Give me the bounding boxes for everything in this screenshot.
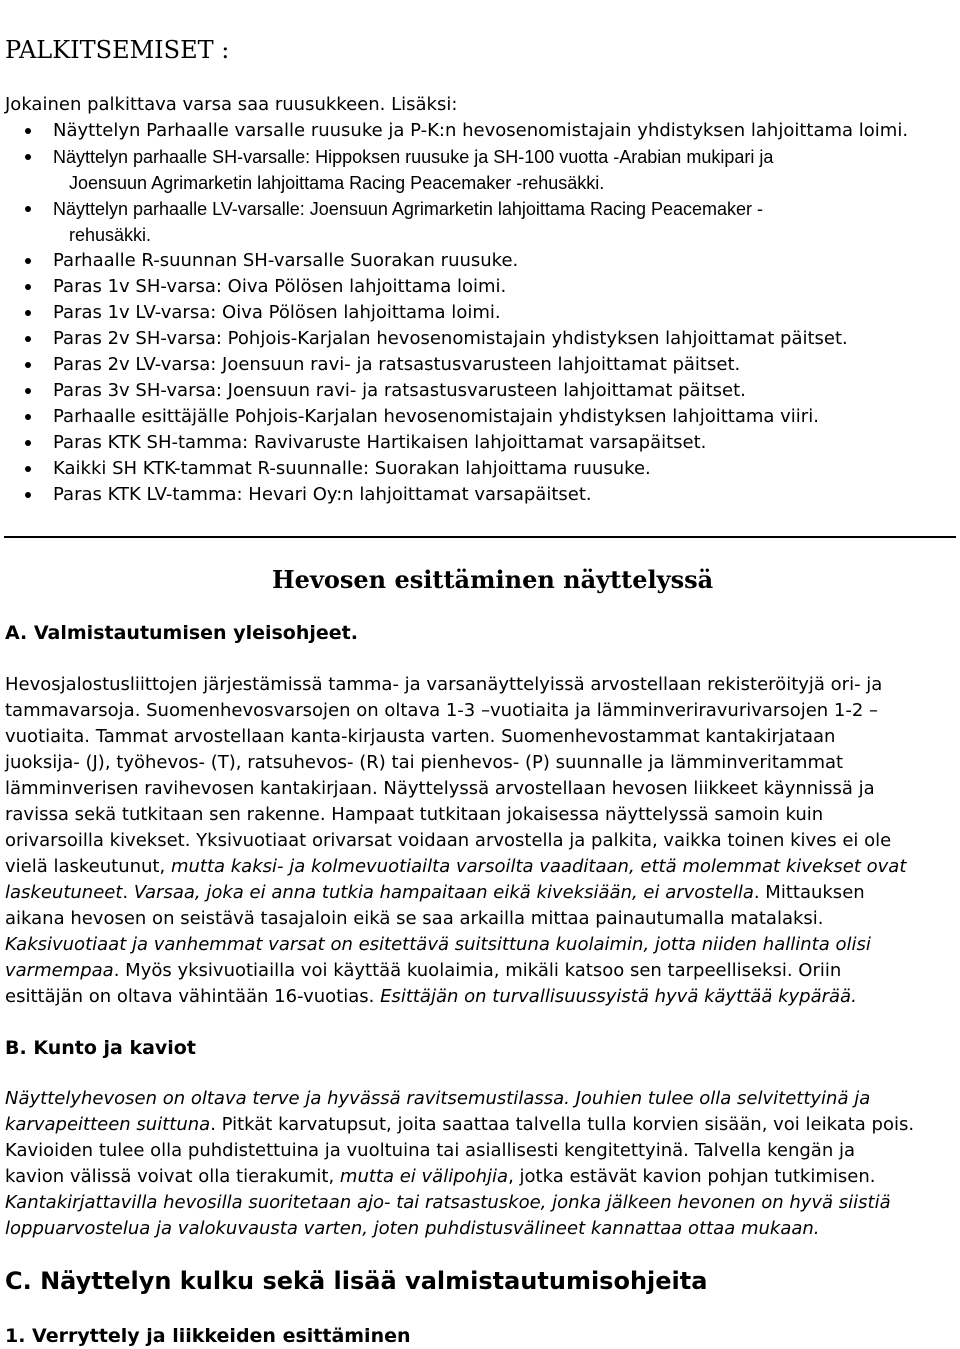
awards-bullet-list bbox=[0, 118, 950, 508]
bullet-text: Paras 2v SH-varsa: Pohjois-Karjalan hevosenomistajain yhdistyksen lahjoittamat päitset. bbox=[53, 328, 848, 349]
bullet-item bbox=[0, 430, 950, 456]
bullet-item bbox=[0, 326, 950, 352]
italic-run: varmempaa bbox=[5, 960, 114, 981]
bullet-text: Paras KTK SH-tamma: Ravivaruste Hartikaisen lahjoittamat varsapäitset. bbox=[53, 432, 707, 453]
text-line bbox=[5, 1216, 945, 1242]
text-line bbox=[5, 1190, 945, 1216]
bullet-text-continued: rehusäkki. bbox=[69, 225, 152, 245]
italic-run: loppuarvostelua ja valokuvausta varten, joten puhdistusvälineet kannattaa ottaa mukaan. bbox=[5, 1218, 820, 1239]
intro-text: Jokainen palkittava varsa saa ruusukkeen. Lisäksi: bbox=[5, 94, 458, 115]
italic-run: Kantakirjattavilla hevosilla suoritetaan ajo- tai ratsastuskoe, jonka jälkeen hevonen on hyvä siistiä bbox=[5, 1192, 891, 1213]
bullet-item bbox=[0, 482, 950, 508]
bullet-text: Paras 1v LV-varsa: Oiva Pölösen lahjoittama loimi. bbox=[53, 302, 501, 323]
text-line: Hevosjalostusliittojen järjestämissä tamma- ja varsanäyttelyissä arvostellaan rekisteröityjä ori- ja bbox=[5, 674, 883, 695]
text-line bbox=[5, 958, 945, 984]
text-run: , jotka estävät kavion pohjan tutkimisen. bbox=[508, 1166, 876, 1187]
text-line bbox=[5, 880, 945, 906]
bullet-item bbox=[0, 300, 950, 326]
text-line: aikana hevosen on seistävä tasajaloin eikä se saa arkailla mittaa painautumalla matalaksi. bbox=[5, 908, 824, 929]
bullet-text: Kaikki SH KTK-tammat R-suunnalle: Suorakan lahjoittama ruusuke. bbox=[53, 458, 651, 479]
italic-run: laskeutuneet bbox=[5, 882, 123, 903]
italic-run: Varsaa, joka ei anna tutkia hampaitaan eikä kiveksiään, ei arvostella bbox=[133, 882, 754, 903]
text-run: vielä laskeutunut, bbox=[5, 856, 171, 877]
bullet-item bbox=[0, 248, 950, 274]
bullet-item bbox=[0, 404, 950, 430]
heading-c: C. Näyttelyn kulku sekä lisää valmistautumisohjeita bbox=[5, 1267, 708, 1295]
bullet-text: Näyttelyn Parhaalle varsalle ruusuke ja P-K:n hevosenomistajain yhdistyksen lahjoittama loimi. bbox=[53, 120, 909, 141]
text-run: . Pitkät karvatupsut, joita saattaa talvella tulla korvien sisään, voi leikata pois. bbox=[210, 1114, 915, 1135]
bullet-text: Parhaalle esittäjälle Pohjois-Karjalan hevosenomistajain yhdistyksen lahjoittama viiri. bbox=[53, 406, 819, 427]
bullet-text: Paras 3v SH-varsa: Joensuun ravi- ja ratsastusvarusteen lahjoittamat päitset. bbox=[53, 380, 746, 401]
italic-run: mutta ei välipohjia bbox=[339, 1166, 509, 1187]
text-line: ravissa sekä tutkitaan sen rakenne. Hampaat tutkitaan jokaisessa näyttelyssä samoin kuin bbox=[5, 804, 824, 825]
bullet-item bbox=[0, 378, 950, 404]
italic-run: Näyttelyhevosen on oltava terve ja hyvässä ravitsemustilassa. Jouhien tulee olla selvitettyinä ja bbox=[5, 1088, 871, 1109]
bullet-text: Näyttelyn parhaalle LV-varsalle: Joensuun Agrimarketin lahjoittama Racing Peacemaker - bbox=[53, 199, 764, 219]
paragraph-a bbox=[5, 672, 945, 1010]
paragraph-b bbox=[5, 1086, 945, 1242]
text-line bbox=[5, 932, 945, 958]
text-line bbox=[5, 1164, 945, 1190]
bullet-item bbox=[0, 352, 950, 378]
text-line: tammavarsoja. Suomenhevosvarsojen on oltava 1-3 –vuotiaita ja lämminveriravurivarsojen 1-2 – bbox=[5, 700, 879, 721]
section-heading-palkitsemiset: PALKITSEMISET : bbox=[5, 36, 230, 64]
subheading-b: B. Kunto ja kaviot bbox=[5, 1037, 196, 1059]
text-line: lämminverisen ravihevosen kantakirjaan. Näyttelyssä arvostellaan hevosen liikkeet käynnissä ja bbox=[5, 778, 875, 799]
horizontal-divider bbox=[4, 536, 956, 538]
text-line: juoksija- (J), työhevos- (T), ratsuhevos- (R) tai pienhevos- (P) suunnalle ja lämminveritammat bbox=[5, 752, 844, 773]
bullet-text: Paras 2v LV-varsa: Joensuun ravi- ja ratsastusvarusteen lahjoittamat päitset. bbox=[53, 354, 741, 375]
text-line: Kavioiden tulee olla puhdistettuina ja vuoltuina tai asiallisesti kengitettyinä. Talvella kengän ja bbox=[5, 1140, 855, 1161]
section-title: Hevosen esittäminen näyttelyssä bbox=[272, 565, 714, 594]
text-line bbox=[5, 1086, 945, 1112]
text-run: esittäjän on oltava vähintään 16-vuotias. bbox=[5, 986, 381, 1007]
bullet-item bbox=[0, 196, 950, 248]
bullet-item bbox=[0, 144, 950, 196]
bullet-item bbox=[0, 274, 950, 300]
text-line bbox=[5, 1112, 945, 1138]
bullet-item bbox=[0, 118, 950, 144]
bullet-text: Paras KTK LV-tamma: Hevari Oy:n lahjoittamat varsapäitset. bbox=[53, 484, 592, 505]
subheading-a: A. Valmistautumisen yleisohjeet. bbox=[5, 622, 358, 644]
bullet-text: Parhaalle R-suunnan SH-varsalle Suorakan ruusuke. bbox=[53, 250, 519, 271]
text-run: . Mittauksen bbox=[753, 882, 865, 903]
text-line: orivarsoilla kivekset. Yksivuotiaat orivarsat voidaan arvostella ja palkita, vaikka toinen kives ei ole bbox=[5, 830, 892, 851]
text-line bbox=[5, 984, 945, 1010]
italic-run: Esittäjän on turvallisuussyistä hyvä käyttää kypärää. bbox=[380, 986, 857, 1007]
text-line bbox=[5, 854, 945, 880]
text-run: kavion välissä voivat olla tierakumit, bbox=[5, 1166, 340, 1187]
bullet-text: Näyttelyn parhaalle SH-varsalle: Hippoksen ruusuke ja SH-100 vuotta -Arabian mukipari ja bbox=[53, 147, 774, 167]
italic-run: Kaksivuotiaat ja vanhemmat varsat on esitettävä suitsittuna kuolaimin, jotta niiden hallinta olisi bbox=[5, 934, 871, 955]
bullet-item bbox=[0, 456, 950, 482]
text-line: vuotiaita. Tammat arvostellaan kanta-kirjausta varten. Suomenhevostammat kantakirjataan bbox=[5, 726, 836, 747]
bullet-text: Paras 1v SH-varsa: Oiva Pölösen lahjoittama loimi. bbox=[53, 276, 507, 297]
italic-run: mutta kaksi- ja kolmevuotiailta varsoilta vaaditaan, että molemmat kivekset ovat bbox=[170, 856, 907, 877]
italic-run: karvapeitteen suittuna bbox=[5, 1114, 211, 1135]
text-run: . bbox=[122, 882, 134, 903]
text-run: . Myös yksivuotiailla voi käyttää kuolaimia, mikäli katsoo sen tarpeelliseksi. Oriin bbox=[113, 960, 842, 981]
bullet-text-continued: Joensuun Agrimarketin lahjoittama Racing Peacemaker -rehusäkki. bbox=[69, 173, 605, 193]
subheading-1: 1. Verryttely ja liikkeiden esittäminen bbox=[5, 1325, 411, 1347]
